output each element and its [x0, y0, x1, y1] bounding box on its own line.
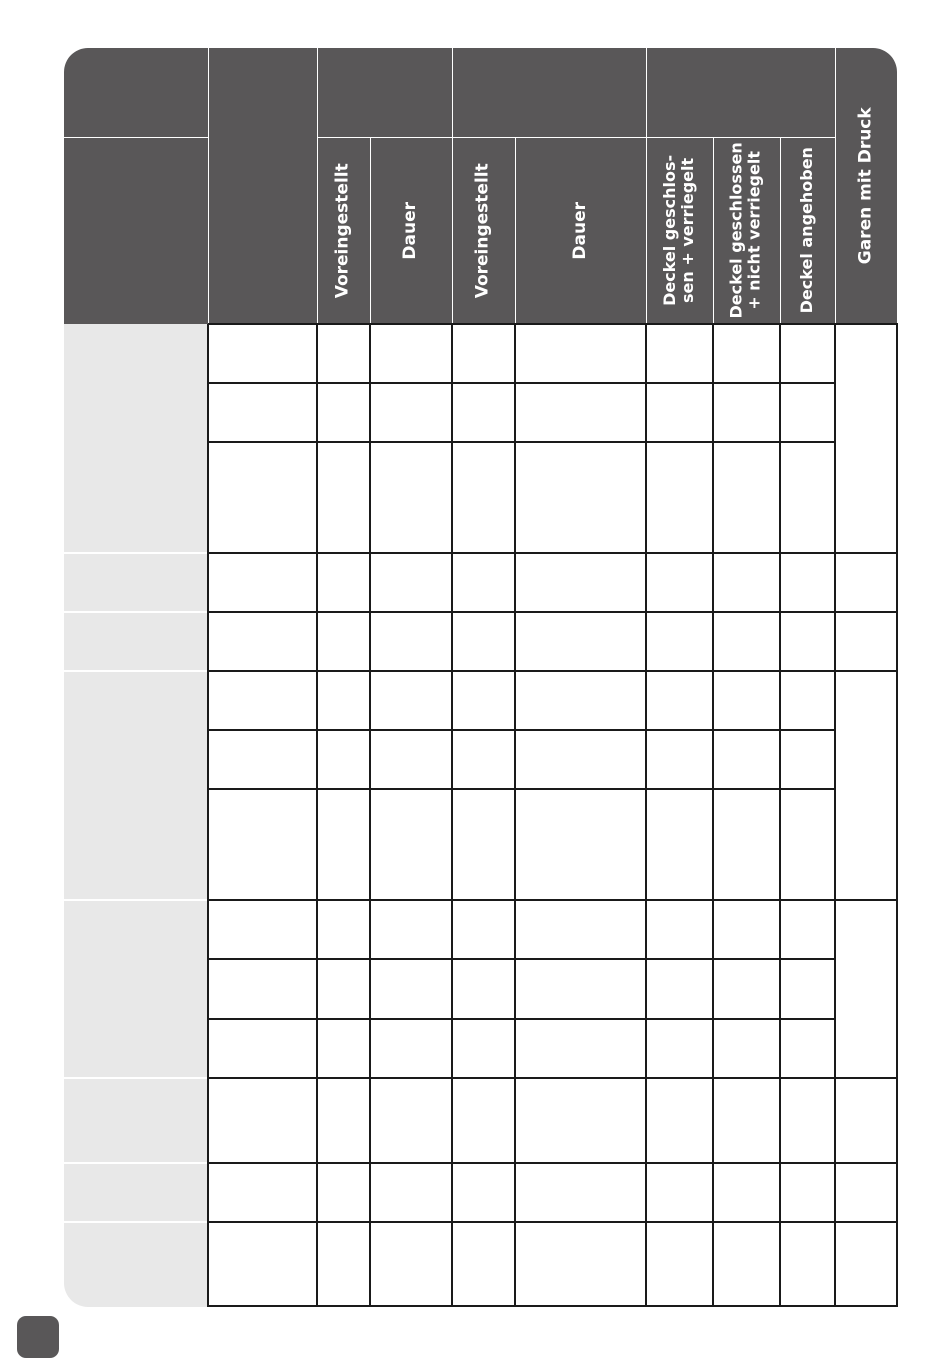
duration-header-a: Dauer: [400, 201, 421, 260]
table-row: [208, 730, 898, 789]
table-row: [208, 671, 898, 730]
table-row: [208, 1222, 898, 1306]
lid-closed-locked-header: Deckel geschlos- sen + verriegelt: [660, 154, 698, 307]
page-tab-icon: [17, 1316, 59, 1358]
preset-header-a: Voreingestellt: [332, 162, 353, 298]
category-column: [64, 324, 208, 1307]
table-row: [208, 789, 898, 900]
table-row: [208, 1163, 898, 1222]
table-row: [208, 612, 898, 671]
preset-header-b: Voreingestellt: [472, 162, 493, 298]
table-row: [208, 1019, 898, 1078]
table-row: [208, 324, 898, 383]
table-row: [208, 442, 898, 553]
lid-closed-unlocked-header: Deckel geschlossen + nicht verriegelt: [727, 142, 765, 319]
table-row: [208, 553, 898, 612]
table-row: [208, 959, 898, 1019]
table-row: [208, 900, 898, 959]
duration-header-b: Dauer: [569, 201, 590, 260]
table-row: [208, 383, 898, 442]
lid-raised-header: Deckel angehoben: [797, 147, 817, 314]
table-row: [208, 1078, 898, 1163]
pressure-cooking-header: Garen mit Druck: [855, 107, 876, 265]
